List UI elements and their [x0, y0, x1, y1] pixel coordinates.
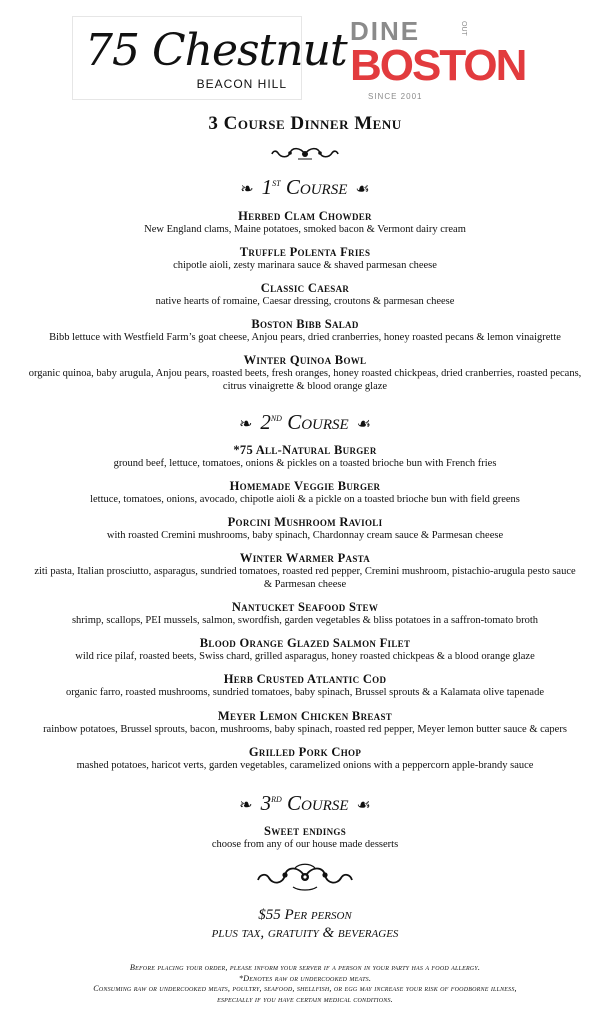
item-name: Sweet endings	[264, 824, 346, 838]
course-number: 2	[260, 410, 271, 434]
consumption-warning-cont: especially if you have certain medical conditions.	[217, 994, 393, 1004]
flourish-icon	[270, 144, 340, 164]
item-desc: rainbow potatoes, Brussel sprouts, bacon, mushrooms, baby spinach, roasted red pepper, Meyer lemon butter sauce & capers	[43, 724, 567, 735]
logo-brand-text: 75 Chestnut	[85, 25, 347, 76]
swirl-right-icon: ☙	[355, 181, 370, 199]
item-desc: ziti pasta, Italian prosciutto, asparagus, sundried tomatoes, roasted red pepper, Cremini mushroom, pistachio-arugula pesto sauce & Parmesan cheese	[34, 566, 576, 590]
item-name: Herbed Clam Chowder	[238, 209, 372, 223]
item-name: *75 All-Natural Burger	[233, 443, 377, 457]
menu-item	[0, 551, 610, 591]
item-desc: shrimp, scallops, PEI mussels, salmon, swordfish, garden vegetables & bliss potatoes in a saffron-tomato broth	[71, 615, 539, 626]
menu-item	[0, 281, 610, 308]
menu-title: 3 Course Dinner Menu	[208, 113, 402, 134]
menu-item	[0, 745, 610, 772]
logo-subtitle: BEACON HILL	[196, 77, 287, 91]
item-name: Winter Quinoa Bowl	[243, 353, 367, 367]
item-name: Truffle Polenta Fries	[239, 245, 371, 259]
item-desc: mashed potatoes, haricot verts, garden vegetables, caramelized onions with a peppercorn apple-brandy sauce	[76, 760, 534, 771]
allergy-notice: Before placing your order, please inform your server if a person in your party has a food allergy.	[129, 963, 481, 972]
item-desc: ground beef, lettuce, tomatoes, onions & pickles on a toasted brioche bun with French fries	[113, 458, 497, 469]
course-1-heading	[0, 175, 610, 200]
footer-disclaimer	[0, 963, 610, 1005]
item-desc: organic quinoa, baby arugula, Anjou pears, roasted beets, fresh oranges, honey roasted chickpeas, dried cranberries, roasted pecans, citrus vinaigrette & blood orange glaze	[28, 368, 582, 392]
menu-item	[0, 672, 610, 699]
item-name: Blood Orange Glazed Salmon Filet	[199, 636, 411, 650]
item-name: Winter Warmer Pasta	[239, 551, 371, 565]
item-name: Grilled Pork Chop	[248, 745, 362, 759]
swirl-right-icon: ☙	[356, 416, 372, 434]
course-2-heading	[0, 410, 610, 435]
course-label: Course	[285, 175, 348, 199]
item-name: Boston Bibb Salad	[251, 317, 359, 331]
menu-item	[0, 600, 610, 627]
price-note: plus tax, gratuity & beverages	[211, 925, 399, 941]
swirl-left-icon: ❧	[239, 797, 253, 815]
title-ornament	[0, 144, 610, 169]
floral-flourish-icon	[255, 860, 355, 894]
menu-item	[0, 353, 610, 393]
course-3-heading	[0, 791, 610, 816]
logo-since-text: SINCE 2001	[368, 92, 423, 101]
item-desc: Bibb lettuce with Westfield Farm’s goat cheese, Anjou pears, dried cranberries, honey roasted pecans & lemon vinaigrette	[49, 332, 561, 343]
menu-item	[0, 245, 610, 272]
swirl-right-icon: ☙	[356, 797, 371, 815]
course-suffix: nd	[270, 412, 282, 424]
item-desc: wild rice pilaf, roasted beets, Swiss chard, grilled asparagus, honey roasted chickpeas & a blood orange glaze	[75, 651, 535, 662]
logo-dine-text: DINE	[350, 16, 421, 46]
menu-item	[0, 709, 610, 736]
item-desc: choose from any of our house made desserts	[211, 839, 399, 850]
item-desc: chipotle aioli, zesty marinara sauce & shaved parmesan cheese	[173, 260, 437, 271]
menu-item	[0, 515, 610, 542]
course-suffix: st	[272, 177, 281, 189]
menu-item	[0, 479, 610, 506]
item-desc: native hearts of romaine, Caesar dressing, croutons & parmesan cheese	[155, 296, 455, 307]
course-suffix: rd	[271, 793, 282, 805]
price-line: $55 Per person	[258, 907, 352, 923]
menu-item	[0, 317, 610, 344]
menu-item	[0, 824, 610, 851]
dine-out-boston-logo	[350, 16, 526, 102]
dessert-ornament	[0, 860, 610, 899]
logo-boston-text: BOSTON	[350, 41, 526, 90]
course-label: Course	[287, 410, 349, 434]
raw-meat-note: *Denotes raw or undercooked meats.	[238, 973, 372, 983]
course-label: Course	[286, 791, 349, 815]
item-name: Homemade Veggie Burger	[229, 479, 381, 493]
swirl-left-icon: ❧	[238, 416, 253, 434]
75-chestnut-logo	[72, 16, 347, 100]
consumption-warning: Consuming raw or undercooked meats, poultry, seafood, shellfish, or egg may increase your risk of foodborne illness,	[93, 984, 517, 993]
menu-item	[0, 209, 610, 236]
item-name: Herb Crusted Atlantic Cod	[223, 672, 387, 686]
item-name: Nantucket Seafood Stew	[231, 600, 379, 614]
item-desc: New England clams, Maine potatoes, smoked bacon & Vermont dairy cream	[144, 224, 466, 235]
menu-item	[0, 636, 610, 663]
item-desc: lettuce, tomatoes, onions, avocado, chipotle aioli & a pickle on a toasted brioche bun with field greens	[90, 494, 520, 505]
item-desc: organic farro, roasted mushrooms, sundried tomatoes, baby spinach, Brussel sprouts & a Kalamata olive tapenade	[65, 687, 545, 698]
item-desc: with roasted Cremini mushrooms, baby spinach, Chardonnay cream sauce & Parmesan cheese	[106, 530, 504, 541]
price-block	[0, 906, 610, 942]
menu-item	[0, 443, 610, 470]
course-number: 3	[260, 791, 272, 815]
course-number: 1	[261, 175, 273, 199]
item-name: Meyer Lemon Chicken Breast	[217, 709, 393, 723]
item-name: Porcini Mushroom Ravioli	[227, 515, 383, 529]
header	[0, 0, 610, 110]
swirl-left-icon: ❧	[240, 181, 254, 199]
logo-out-text: OUT	[460, 21, 467, 36]
item-name: Classic Caesar	[260, 281, 350, 295]
